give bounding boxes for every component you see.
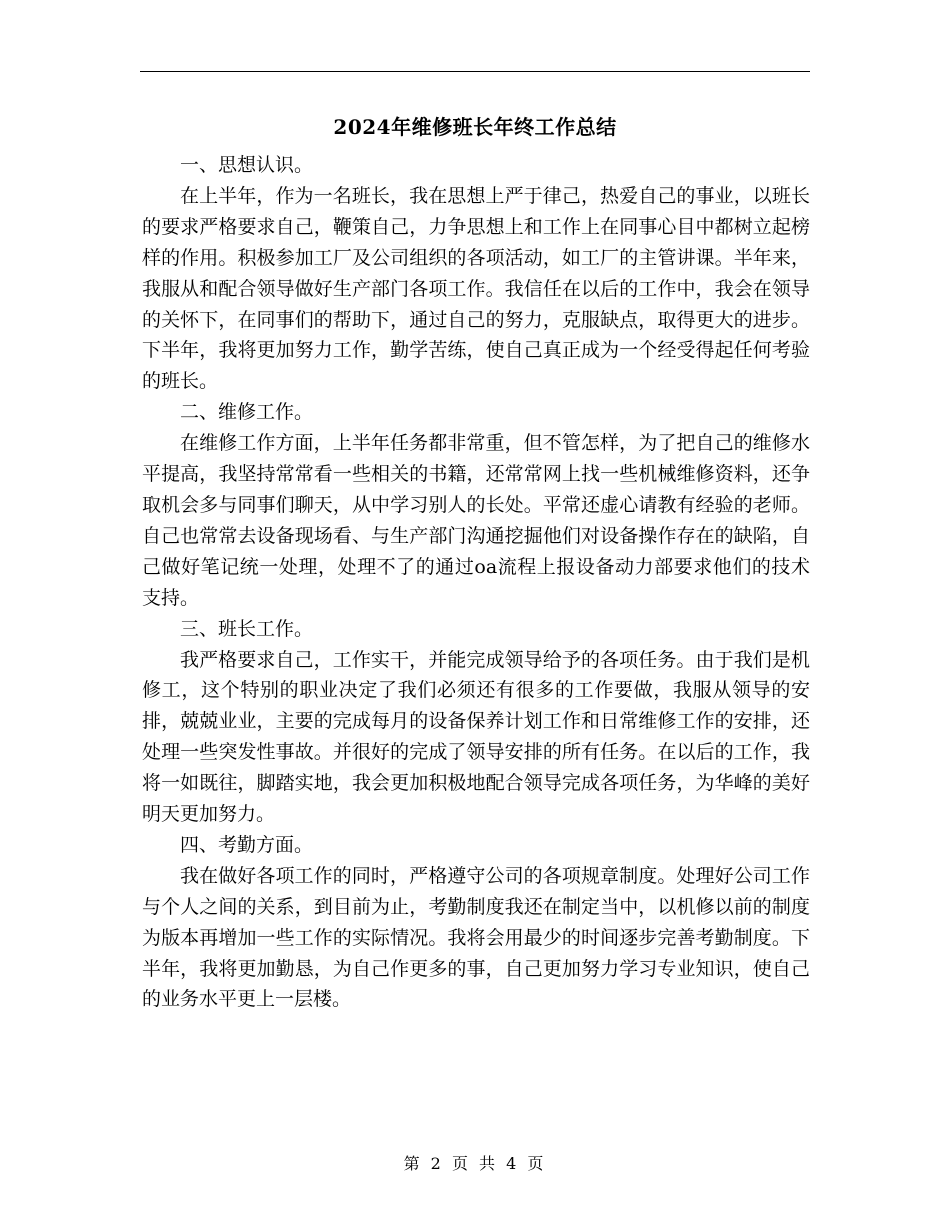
section-heading-attendance: 四、考勤方面。 <box>180 833 314 856</box>
header-rule <box>140 71 810 72</box>
paragraph-ideology: 在上半年，作为一名班长，我在思想上严于律己，热爱自己的事业，以班长的要求严格要求自己，鞭策自己，力争思想上和工作上在同事心目中都树立起榜样的作用。积极参加工厂及公司组织的各项活动，如工厂的主管讲课。半年来，我服从和配合领导做好生产部门各项工作。我信任在以后的工作中，我会在领导的关怀下，在同事们的帮助下，通过自己的努力，克服缺点，取得更大的进步。下半年，我将更加努力工作，勤学苦练，使自己真正成为一个经受得起任何考验的班长。 <box>142 184 810 393</box>
paragraph-attendance: 我在做好各项工作的同时，严格遵守公司的各项规章制度。处理好公司工作与个人之间的关系，到目前为止，考勤制度我还在制定当中，以机修以前的制度为版本再增加一些工作的实际情况。我将会用最少的时间逐步完善考勤制度。下半年，我将更加勤恳，为自己作更多的事，自己更加努力学习专业知识，使自己的业务水平更上一层楼。 <box>142 864 810 1011</box>
document-body <box>142 150 810 1015</box>
page-number-footer: 第 2 页 共 4 页 <box>403 1154 547 1173</box>
section-heading-team-leader: 三、班长工作。 <box>180 617 314 640</box>
paragraph-maintenance: 在维修工作方面，上半年任务都非常重，但不管怎样，为了把自己的维修水平提高，我坚持常常看一些相关的书籍，还常常网上找一些机械维修资料，还争取机会多与同事们聊天，从中学习别人的长处。平常还虚心请教有经验的老师。自己也常常去设备现场看、与生产部门沟通挖掘他们对设备操作存在的缺陷，自己做好笔记统一处理，处理不了的通过oa流程上报设备动力部要求他们的技术支持。 <box>142 432 810 609</box>
section-heading-maintenance: 二、维修工作。 <box>180 401 314 424</box>
paragraph-team-leader: 我严格要求自己，工作实干，并能完成领导给予的各项任务。由于我们是机修工，这个特别的职业决定了我们必须还有很多的工作要做，我服从领导的安排，兢兢业业，主要的完成每月的设备保养计划工作和日常维修工作的安排，还处理一些突发性事故。并很好的完成了领导安排的所有任务。在以后的工作，我将一如既往，脚踏实地，我会更加积极地配合领导完成各项任务，为华峰的美好明天更加努力。 <box>142 648 810 826</box>
section-heading-ideology: 一、思想认识。 <box>180 154 314 176</box>
document-title: 2024年维修班长年终工作总结 <box>333 115 617 139</box>
